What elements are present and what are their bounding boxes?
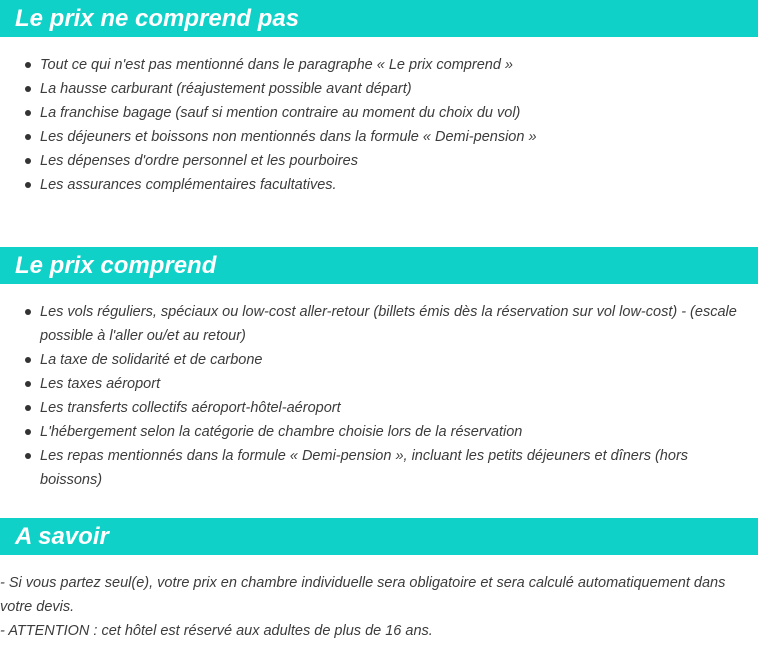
list-item xyxy=(0,444,740,492)
section-header-not-included: Le prix ne comprend pas xyxy=(0,0,758,37)
list-item xyxy=(0,372,740,396)
list-item-text: La hausse carburant (réajustement possible avant départ) xyxy=(40,81,412,97)
bullet-icon xyxy=(25,62,31,68)
list-item xyxy=(0,300,740,348)
section-header-good-to-know: A savoir xyxy=(0,518,758,555)
list-item xyxy=(0,125,740,149)
list-item xyxy=(0,348,740,372)
list-item-text: Les assurances complémentaires facultatives. xyxy=(40,177,337,193)
list-item xyxy=(0,101,740,125)
list-item-text: Les vols réguliers, spéciaux ou low-cost aller-retour (billets émis dès la réservation sur vol low-cost) - (escale possible à l'aller ou/et au retour) xyxy=(40,304,737,344)
bullet-icon xyxy=(25,86,31,92)
bullet-icon xyxy=(25,381,31,387)
list-item-text: La franchise bagage (sauf si mention contraire au moment du choix du vol) xyxy=(40,105,521,121)
bullet-icon xyxy=(25,134,31,140)
bullet-icon xyxy=(25,110,31,116)
included-list xyxy=(0,300,740,492)
list-item-text: Tout ce qui n'est pas mentionné dans le paragraphe « Le prix comprend » xyxy=(40,57,513,73)
bullet-icon xyxy=(25,182,31,188)
list-item-text: L'hébergement selon la catégorie de chambre choisie lors de la réservation xyxy=(40,424,523,440)
list-item-text: Les repas mentionnés dans la formule « Demi-pension », incluant les petits déjeuners et dîners (hors boissons) xyxy=(40,448,689,488)
list-item xyxy=(0,77,740,101)
note-single-traveler: - Si vous partez seul(e), votre prix en chambre individuelle sera obligatoire et sera calculé automatiquement dans votre devis. xyxy=(0,575,726,615)
bullet-icon xyxy=(25,429,31,435)
list-item xyxy=(0,396,740,420)
list-item xyxy=(0,173,740,197)
list-item-text: Les déjeuners et boissons non mentionnés dans la formule « Demi-pension » xyxy=(40,129,537,145)
bullet-icon xyxy=(25,158,31,164)
list-item-text: Les transferts collectifs aéroport-hôtel-aéroport xyxy=(40,400,341,416)
bullet-icon xyxy=(25,405,31,411)
list-item xyxy=(0,149,740,173)
list-item-text: La taxe de solidarité et de carbone xyxy=(40,352,263,368)
list-item xyxy=(0,420,740,444)
list-item-text: Les dépenses d'ordre personnel et les pourboires xyxy=(40,153,358,169)
note-adults-only: - ATTENTION : cet hôtel est réservé aux adultes de plus de 16 ans. xyxy=(0,623,433,639)
bullet-icon xyxy=(25,453,31,459)
bullet-icon xyxy=(25,309,31,315)
list-item xyxy=(0,53,740,77)
not-included-list xyxy=(0,53,740,197)
list-item-text: Les taxes aéroport xyxy=(40,376,161,392)
section-header-included: Le prix comprend xyxy=(0,247,758,284)
bullet-icon xyxy=(25,357,31,363)
